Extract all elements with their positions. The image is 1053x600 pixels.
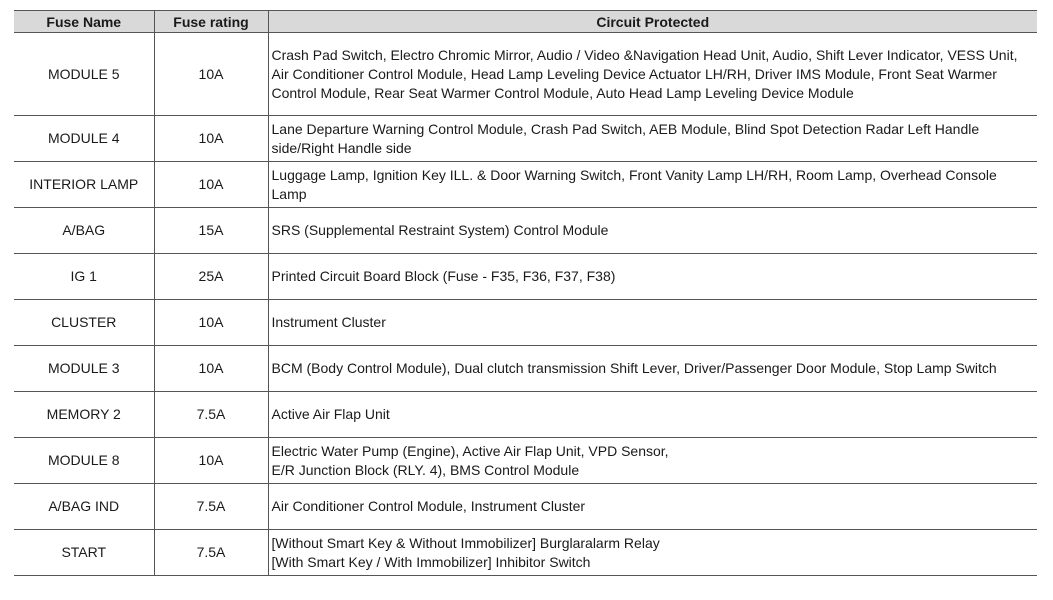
fuse-rating-cell: 10A xyxy=(154,33,268,116)
circuit-cell: Printed Circuit Board Block (Fuse - F35, F36, F37, F38) xyxy=(268,254,1037,300)
circuit-cell: Air Conditioner Control Module, Instrument Cluster xyxy=(268,484,1037,530)
fuse-rating-cell: 10A xyxy=(154,300,268,346)
table-row xyxy=(14,116,1037,162)
fuse-name-cell: MODULE 5 xyxy=(14,33,154,116)
table-row xyxy=(14,530,1037,576)
circuit-cell xyxy=(268,530,1037,576)
table-header-row xyxy=(14,11,1037,33)
fuse-name-cell: MODULE 3 xyxy=(14,346,154,392)
fuse-rating-cell: 10A xyxy=(154,346,268,392)
fuse-rating-cell: 10A xyxy=(154,116,268,162)
fuse-name-cell: MODULE 4 xyxy=(14,116,154,162)
circuit-cell: BCM (Body Control Module), Dual clutch transmission Shift Lever, Driver/Passenger Door Module, Stop Lamp Switch xyxy=(268,346,1037,392)
table-row xyxy=(14,484,1037,530)
fuse-rating-cell: 7.5A xyxy=(154,530,268,576)
fuse-name-cell: IG 1 xyxy=(14,254,154,300)
circuit-cell: Crash Pad Switch, Electro Chromic Mirror, Audio / Video &Navigation Head Unit, Audio, Shift Lever Indicator, VESS Unit, Air Conditioner Control Module, Head Lamp Leveling Device Actuator LH/RH, Driver IMS Module, Front Seat Warmer Control Module, Rear Seat Warmer Control Module, Auto Head Lamp Leveling Device Module xyxy=(268,33,1037,116)
circuit-cell: Instrument Cluster xyxy=(268,300,1037,346)
fuse-name-cell: INTERIOR LAMP xyxy=(14,162,154,208)
circuit-cell: SRS (Supplemental Restraint System) Control Module xyxy=(268,208,1037,254)
fuse-rating-cell: 10A xyxy=(154,438,268,484)
fuse-rating-cell: 10A xyxy=(154,162,268,208)
header-fuse-name: Fuse Name xyxy=(14,11,154,33)
fuse-rating-cell: 7.5A xyxy=(154,392,268,438)
circuit-cell: Lane Departure Warning Control Module, Crash Pad Switch, AEB Module, Blind Spot Detection Radar Left Handle side/Right Handle side xyxy=(268,116,1037,162)
table-row xyxy=(14,300,1037,346)
fuse-name-cell: MODULE 8 xyxy=(14,438,154,484)
fuse-name-cell: CLUSTER xyxy=(14,300,154,346)
header-fuse-rating: Fuse rating xyxy=(154,11,268,33)
circuit-cell: Luggage Lamp, Ignition Key ILL. & Door Warning Switch, Front Vanity Lamp LH/RH, Room Lamp, Overhead Console Lamp xyxy=(268,162,1037,208)
fuse-rating-cell: 15A xyxy=(154,208,268,254)
table-row xyxy=(14,162,1037,208)
circuit-line: E/R Junction Block (RLY. 4), BMS Control Module xyxy=(271,461,580,478)
table-row xyxy=(14,346,1037,392)
fuse-rating-cell: 25A xyxy=(154,254,268,300)
table-row xyxy=(14,208,1037,254)
table-row xyxy=(14,438,1037,484)
table-row xyxy=(14,254,1037,300)
fuse-table xyxy=(14,10,1037,576)
circuit-line: [With Smart Key / With Immobilizer] Inhibitor Switch xyxy=(271,553,591,570)
circuit-line: Electric Water Pump (Engine), Active Air Flap Unit, VPD Sensor, xyxy=(271,442,669,459)
circuit-line: [Without Smart Key & Without Immobilizer] Burglaralarm Relay xyxy=(271,534,660,551)
table-row xyxy=(14,33,1037,116)
fuse-name-cell: START xyxy=(14,530,154,576)
table-row xyxy=(14,392,1037,438)
header-circuit-protected: Circuit Protected xyxy=(268,11,1037,33)
circuit-cell: Active Air Flap Unit xyxy=(268,392,1037,438)
fuse-name-cell: A/BAG IND xyxy=(14,484,154,530)
fuse-rating-cell: 7.5A xyxy=(154,484,268,530)
fuse-name-cell: MEMORY 2 xyxy=(14,392,154,438)
fuse-table-container xyxy=(14,10,1037,576)
circuit-cell xyxy=(268,438,1037,484)
fuse-name-cell: A/BAG xyxy=(14,208,154,254)
